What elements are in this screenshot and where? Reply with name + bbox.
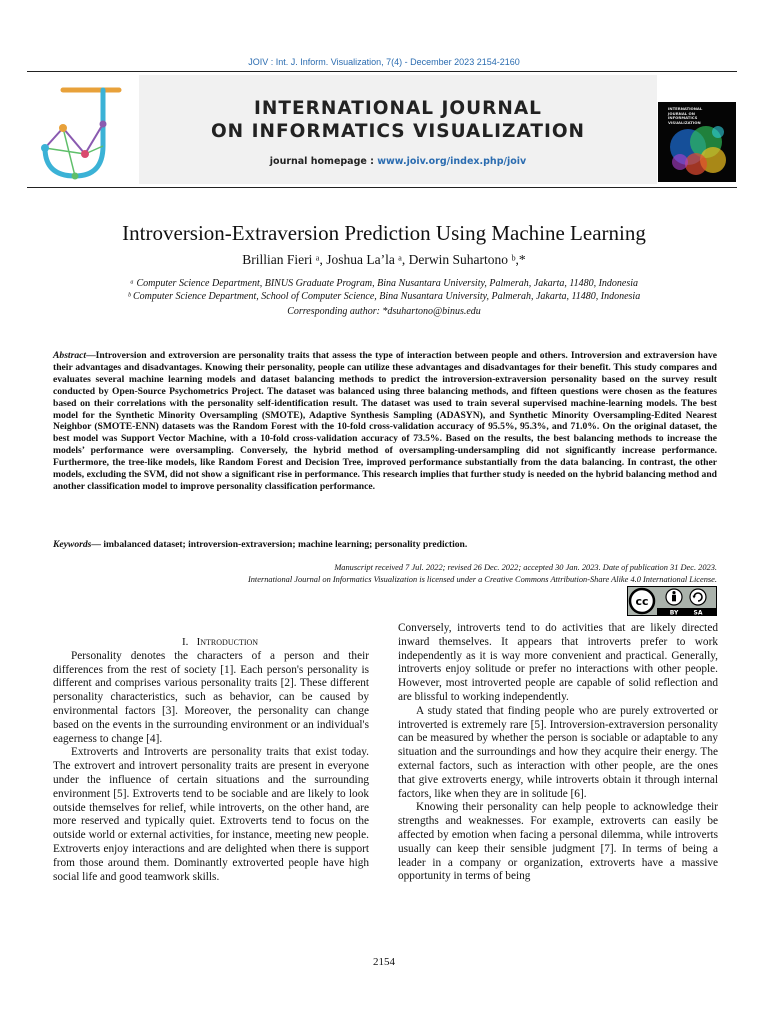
paragraph: A study stated that finding people who are purely extroverted or introverted is extremely rare [5]. Introversion-extraversion personality can be measured by whether the person is sociable or adaptable to any situation and the surroundings and how they acquire their energy. The external factors, such as interaction with other people, are the ones that give extroverts energy, while introverts obtain it through internal factors, like when they are in solitude [6]. [398,704,718,800]
cover-title-text: INTERNATIONAL JOURNAL ON INFORMATICS VISUALIZATION [668,106,703,125]
left-column [53,636,369,884]
paragraph: Conversely, introverts tend to do activities that are likely directed inward themselves. It appears that introverts prefer to work independently as it is way more convenient and practical. Generally, introverts enjoy solitude or prefer no interactions with other people. However, most introverted people are capable of solid reflection and are blissful to working independently. [398,622,718,703]
affiliation-a: ᵃ Computer Science Department, BINUS Graduate Program, Bina Nusantara University, Palmerah, Jakarta, 11480, Indonesia [129,278,639,289]
svg-text:cc: cc [635,595,649,608]
manuscript-info [53,562,717,585]
journal-citation-line: JOIV : Int. J. Inform. Visualization, 7(4) - December 2023 2154-2160 [248,57,520,67]
abstract [53,350,717,493]
homepage-link[interactable]: www.joiv.org/index.php/joiv [377,156,527,167]
license-statement: International Journal on Informatics Visualization is licensed under a Creative Commons Attribution-Share Alike 4.0 International License. [247,574,717,584]
cc-by-sa-license-icon[interactable] [627,586,717,616]
corresponding-author: Corresponding author: *dsuhartono@binus.edu [287,306,481,317]
journal-homepage [139,156,657,167]
keywords [53,539,717,550]
joiv-logo-icon [33,84,133,184]
keywords-label: Keywords [53,539,92,550]
paper-authors: Brillian Fieri ᵃ, Joshua La’la ᵃ, Derwin Suhartono ᵇ,* [242,252,526,267]
abstract-label: Abstract [53,350,87,361]
affiliation-b: ᵇ Computer Science Department, School of Computer Science, Bina Nusantara University, Palmerah, Jakarta, 11480, Indonesia [127,291,641,302]
right-column [398,622,718,884]
paper-title: Introversion-Extraversion Prediction Using Machine Learning [122,221,646,245]
svg-text:SA: SA [693,609,703,616]
page-number: 2154 [373,956,395,968]
journal-cover-image [658,102,736,182]
journal-banner [27,71,737,188]
keywords-text: — imbalanced dataset; introversion-extraversion; machine learning; personality prediction. [91,539,468,550]
paragraph: Knowing their personality can help people to acknowledge their strengths and weaknesses. For example, extroverts can easily be affected by emotion when facing a personal dilemma, while introverts usually can keep their sensible judgment [7]. In terms of being a leader in a company or organization, extroverts have a massive opportunity in terms of being [398,801,718,883]
paragraph: Personality denotes the characters of a person and their differences from the rest of society [1]. Each person's personality is different and comprises various personality traits [2]. These different personality characteristics, such as behavior, can be caused by environmental factors [3]. Moreover, the personality can change based on the events in the surrounding environment or an individual's eagerness to change [4]. [53,649,369,745]
section-heading-introduction: I. Introduction [181,636,259,648]
homepage-label: journal homepage : [269,156,378,167]
paragraph: Extroverts and Introverts are personality traits that exist today. The extrovert and introvert personality traits are present in everyone under the influence of certain situations and the surrounding environment [5]. Extroverts tend to be sociable and are likely to look outside themselves for relief, while introverts, on the other hand, are more reserved and typically quiet. Extroverts tend to focus on the outside world or external activities, for instance, meeting new people. Extroverts enjoy interactions and are delighted when there is support from those around them. Dominantly extroverted people have high social life and good teamwork skills. [53,746,369,883]
svg-text:BY: BY [669,609,679,616]
manuscript-dates: Manuscript received 7 Jul. 2022; revised 26 Dec. 2022; accepted 30 Jan. 2023. Date of publication 31 Dec. 2023. [334,563,717,572]
journal-title-line1: INTERNATIONAL JOURNAL [254,98,542,119]
journal-title-line2: ON INFORMATICS VISUALIZATION [210,121,586,142]
abstract-text: —Introversion and extroversion are personality traits that assess the type of interaction between people and others. Introversion and extraversion have their advantages and disadvantages. Knowing their personality, people can utilize these advantages and disadvantages for their benefit. This study compares and evaluates several machine learning models and dataset balancing methods to predict the introversion-extraversion personality based on the survey result conducted by Open-Source Psychometrics Project. The dataset was balanced using three balancing methods, and fifteen questions were chosen as the features based on their correlations with the personality self-identification result. The dataset was used to train several supervised machine-learning models. The best model for the Synthetic Minority Oversampling (SMOTE), Adaptive Synthesis Sampling (ADASYN), and Synthetic Minority Oversampling-Edited Nearest Neighbor (SMOTE-ENN) datasets was the Random Forest with the 10-fold cross-validation accuracy of 95.5%, 95.3%, and 71.0%. On the original dataset, the best model was Support Vector Machine, with a 10-fold cross-validation accuracy of 73.5%. Based on the results, the best balancing methods to increase the models’ performance were oversampling. Conversely, the hybrid method of oversampling-undersampling did not significantly increase performance. Furthermore, the tree-like models, like Random Forest and Decision Tree, improved performance substantially from the data balancing. In contrast, the other models, excluding the SVM, did not show a significant rise in performance. This research implies that further study is needed on the hybrid balancing method and another classification model to improve personality classification performance. [53,350,717,492]
